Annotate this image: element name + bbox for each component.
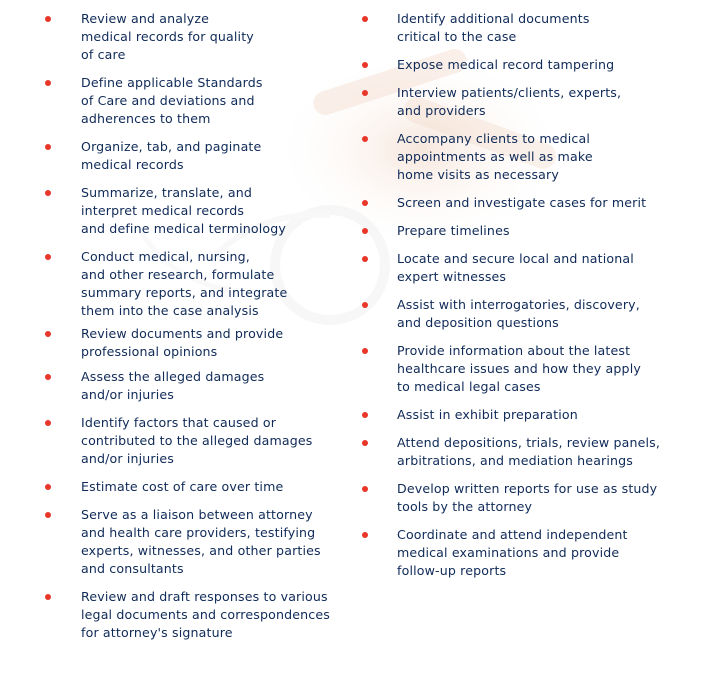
list-item-text: Assist with interrogatories, discovery, and deposition questions — [397, 297, 640, 330]
list-item-text: Develop written reports for use as study tools by the attorney — [397, 481, 658, 514]
list-item-text: Prepare timelines — [397, 223, 510, 238]
bullet-dot-icon — [45, 144, 51, 150]
bullet-dot-icon — [45, 594, 51, 600]
bullet-dot-icon — [45, 512, 51, 518]
bullet-dot-icon — [45, 16, 51, 22]
list-item-text: Accompany clients to medical appointments as well as make home visits as necessary — [397, 131, 593, 182]
list-item-text: Screen and investigate cases for merit — [397, 195, 647, 210]
list-item-text: Assess the alleged damages and/or injuries — [81, 369, 265, 402]
list-item-text: Review documents and provide professional opinions — [81, 326, 284, 359]
list-item-text: Locate and secure local and national expert witnesses — [397, 251, 634, 284]
bullet-dot-icon — [362, 228, 368, 234]
list-item-text: Identify factors that caused or contributed to the alleged damages and/or injuries — [81, 415, 313, 466]
list-item-text: Assist in exhibit preparation — [397, 407, 578, 422]
bullet-dot-icon — [45, 374, 51, 380]
bullet-dot-icon — [45, 420, 51, 426]
bullet-dot-icon — [362, 302, 368, 308]
list-item-text: Interview patients/clients, experts, and providers — [397, 85, 622, 118]
bullet-dot-icon — [362, 412, 368, 418]
list-item-text: Identify additional documents critical to the case — [397, 11, 590, 44]
list-item-text: Expose medical record tampering — [397, 57, 615, 72]
bullet-dot-icon — [362, 532, 368, 538]
bullet-dot-icon — [362, 200, 368, 206]
bullet-dot-icon — [362, 16, 368, 22]
list-item-text: Estimate cost of care over time — [81, 479, 284, 494]
list-item-text: Organize, tab, and paginate medical records — [81, 139, 262, 172]
list-item-text: Provide information about the latest healthcare issues and how they apply to medical legal cases — [397, 343, 641, 394]
bullet-dot-icon — [45, 80, 51, 86]
bullet-dot-icon — [362, 136, 368, 142]
bullet-dot-icon — [362, 486, 368, 492]
bullet-dot-icon — [362, 90, 368, 96]
bullet-dot-icon — [362, 62, 368, 68]
bullet-dot-icon — [45, 190, 51, 196]
bullet-dot-icon — [45, 484, 51, 490]
list-item-text: Attend depositions, trials, review panels, arbitrations, and mediation hearings — [397, 435, 661, 468]
bullet-dot-icon — [362, 256, 368, 262]
list-item-text: Coordinate and attend independent medical examinations and provide follow-up reports — [397, 527, 628, 578]
list-item-text: Summarize, translate, and interpret medical records and define medical terminology — [81, 185, 287, 236]
list-item-text: Define applicable Standards of Care and deviations and adherences to them — [81, 75, 263, 126]
list-item-text: Conduct medical, nursing, and other research, formulate summary reports, and integrate them into the case analysis — [81, 249, 288, 318]
bullet-dot-icon — [45, 331, 51, 337]
bullet-dot-icon — [362, 440, 368, 446]
list-item-text: Review and analyze medical records for quality of care — [81, 11, 254, 62]
list-item-text: Review and draft responses to various legal documents and correspondences for attorney's signature — [81, 589, 330, 640]
list-item-text: Serve as a liaison between attorney and health care providers, testifying experts, witnesses, and other parties and consultants — [81, 507, 321, 576]
bullet-dot-icon — [45, 254, 51, 260]
bullet-dot-icon — [362, 348, 368, 354]
